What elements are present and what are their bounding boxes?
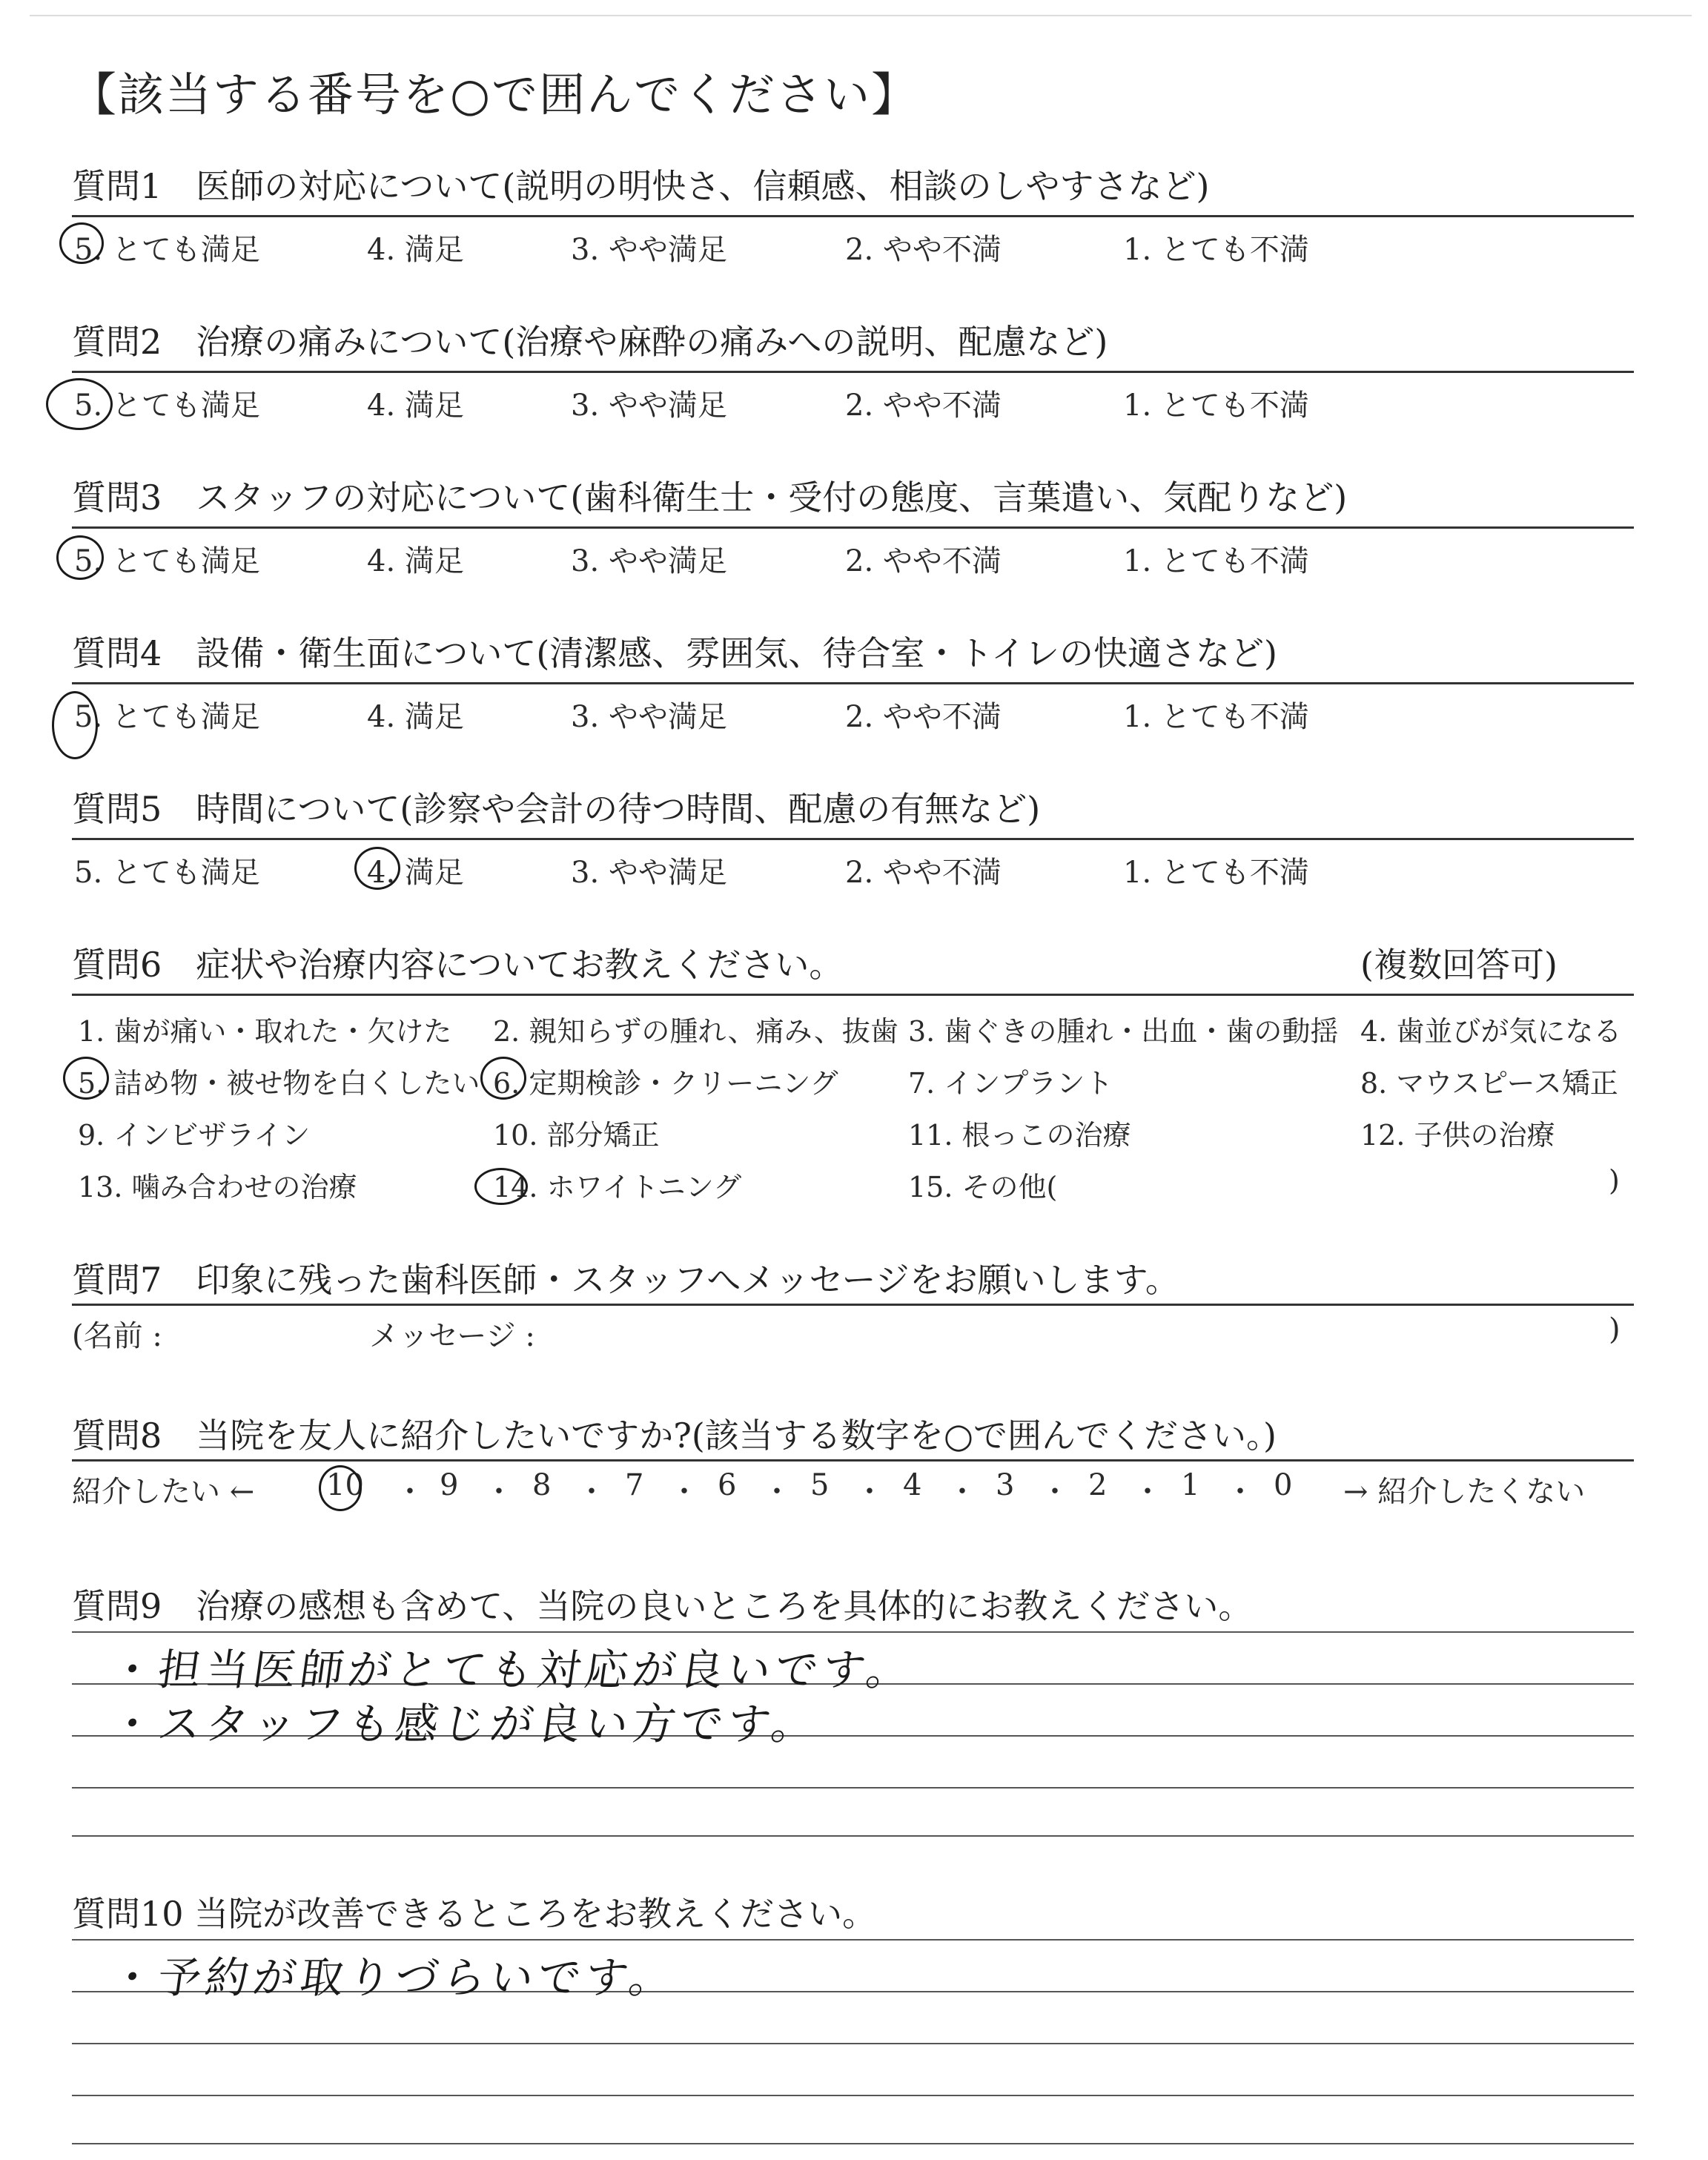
q4-selection-circle [52,691,98,759]
q7-rule [72,1304,1634,1306]
q5-option-4[interactable]: 4. 満足 [367,856,464,890]
q10-answer-line-1: ・予約が取りづらいです。 [107,1952,681,2003]
q2-option-1[interactable]: 1. とても不満 [1123,389,1309,423]
q6-item-10[interactable]: 10. 部分矯正 [493,1119,660,1152]
q5-option-2[interactable]: 2. やや不満 [845,856,1002,890]
q4-option-3[interactable]: 3. やや満足 [571,700,727,734]
q10-line [72,2143,1634,2144]
q8-score-9[interactable]: 9 [440,1468,459,1502]
q9-answer-line-1: ・担当医師がとても対応が良いです。 [107,1645,918,1695]
q8-separator: ・ [1040,1475,1070,1509]
q10-line [72,1939,1634,1941]
q6-item-12[interactable]: 12. 子供の治療 [1360,1119,1555,1152]
q6-item-3[interactable]: 3. 歯ぐきの腫れ・出血・歯の動揺 [908,1015,1339,1048]
q1-option-3[interactable]: 3. やや満足 [571,233,727,267]
q2-option-2[interactable]: 2. やや不満 [845,389,1002,423]
q3-option-5[interactable]: 5. とても満足 [74,544,260,578]
q6-item-1[interactable]: 1. 歯が痛い・取れた・欠けた [78,1015,452,1048]
q1-option-5[interactable]: 5. とても満足 [74,233,260,267]
q8-selection-circle [319,1465,362,1511]
q4-option-4[interactable]: 4. 満足 [367,700,464,734]
q8-separator: ・ [762,1475,792,1509]
q8-score-4[interactable]: 4 [903,1468,922,1502]
q8-score-1[interactable]: 1 [1181,1468,1200,1502]
q8-score-2[interactable]: 2 [1088,1468,1108,1502]
q1-option-4[interactable]: 4. 満足 [367,233,464,267]
q1-option-2[interactable]: 2. やや不満 [845,233,1002,267]
q6-title: 質問6 症状や治療内容についてお教えください。 [72,945,844,985]
q8-rule [72,1459,1634,1462]
q5-option-1[interactable]: 1. とても不満 [1123,856,1309,890]
q8-score-7[interactable]: 7 [625,1468,644,1502]
q7-message-label: メッセージ : [369,1319,535,1353]
q5-selection-circle [354,847,400,890]
q6-item-14[interactable]: 14. ホワイトニング [493,1171,742,1203]
q3-selection-circle [56,535,104,580]
q8-score-5[interactable]: 5 [810,1468,830,1502]
q8-left-label: 紹介したい ← [72,1475,255,1509]
q4-rule [72,682,1634,684]
q6-item-5[interactable]: 5. 詰め物・被せ物を白くしたい [78,1067,480,1100]
q8-score-6[interactable]: 6 [718,1468,737,1502]
q8-separator: ・ [855,1475,884,1509]
q8-right-label: → 紹介したくない [1343,1475,1586,1509]
q10-line [72,2095,1634,2096]
q6-item-2[interactable]: 2. 親知らずの腫れ、痛み、抜歯 [493,1015,898,1048]
q10-line [72,2043,1634,2044]
q3-option-1[interactable]: 1. とても不満 [1123,544,1309,578]
q8-title: 質問8 当院を友人に紹介したいですか?(該当する数字を○で囲んでください。) [72,1416,1277,1456]
q9-answer-line-2: ・スタッフも感じが良い方です。 [107,1699,823,1749]
q2-selection-circle [46,378,113,430]
q1-selection-circle [59,222,104,264]
top-border [30,15,1692,16]
q1-title: 質問1 医師の対応について(説明の明快さ、信頼感、相談のしやすさなど) [72,166,1210,206]
q6-item-13[interactable]: 13. 噛み合わせの治療 [78,1171,357,1203]
q4-option-1[interactable]: 1. とても不満 [1123,700,1309,734]
q5-rule [72,838,1634,840]
q9-line [72,1787,1634,1789]
q8-separator: ・ [395,1475,425,1509]
q6-selection-circle-5 [63,1057,109,1100]
q6-item-15-close-paren: ) [1609,1164,1620,1197]
q6-multiple-note: (複数回答可) [1360,945,1558,985]
q4-option-2[interactable]: 2. やや不満 [845,700,1002,734]
q9-line [72,1631,1634,1633]
q1-rule [72,215,1634,217]
q2-rule [72,371,1634,373]
q8-separator: ・ [669,1475,699,1509]
q1-option-1[interactable]: 1. とても不満 [1123,233,1309,267]
q3-rule [72,526,1634,529]
q7-close-paren: ) [1609,1312,1621,1347]
q3-option-4[interactable]: 4. 満足 [367,544,464,578]
q3-option-3[interactable]: 3. やや満足 [571,544,727,578]
q8-score-3[interactable]: 3 [996,1468,1015,1502]
q9-title: 質問9 治療の感想も含めて、当院の良いところを具体的にお教えください。 [72,1586,1253,1626]
q8-separator: ・ [577,1475,606,1509]
q6-item-15[interactable]: 15. その他( [908,1171,1058,1203]
q3-option-2[interactable]: 2. やや不満 [845,544,1002,578]
q8-separator: ・ [1225,1475,1255,1509]
q5-title: 質問5 時間について(診察や会計の待つ時間、配慮の有無など) [72,789,1041,829]
q2-title: 質問2 治療の痛みについて(治療や麻酔の痛みへの説明、配慮など) [72,322,1108,362]
q6-selection-circle-6 [480,1057,526,1100]
q7-name-label: (名前 : [72,1319,162,1353]
q2-option-5[interactable]: 5. とても満足 [74,389,260,423]
q9-line [72,1835,1634,1837]
q2-option-4[interactable]: 4. 満足 [367,389,464,423]
q6-item-4[interactable]: 4. 歯並びが気になる [1360,1015,1622,1048]
q5-option-5[interactable]: 5. とても満足 [74,856,260,890]
q3-title: 質問3 スタッフの対応について(歯科衛生士・受付の態度、言葉遣い、気配りなど) [72,478,1348,518]
q5-option-3[interactable]: 3. やや満足 [571,856,727,890]
q8-score-8[interactable]: 8 [532,1468,552,1502]
q4-title: 質問4 設備・衛生面について(清潔感、雰囲気、待合室・トイレの快適さなど) [72,633,1277,673]
q6-item-7[interactable]: 7. インプラント [908,1067,1113,1100]
q4-option-5[interactable]: 5. とても満足 [74,700,260,734]
q10-title: 質問10 当院が改善できるところをお教えください。 [72,1894,877,1934]
q8-score-10[interactable]: 10 [326,1468,364,1502]
q6-item-6[interactable]: 6. 定期検診・クリーニング [493,1067,838,1100]
q6-item-11[interactable]: 11. 根っこの治療 [908,1119,1131,1152]
q6-item-8[interactable]: 8. マウスピース矯正 [1360,1067,1618,1100]
q6-item-9[interactable]: 9. インビザライン [78,1119,311,1152]
q8-separator: ・ [484,1475,514,1509]
q6-selection-circle-14 [474,1168,528,1205]
q8-separator: ・ [947,1475,977,1509]
q8-score-0[interactable]: 0 [1274,1468,1293,1502]
q7-title: 質問7 印象に残った歯科医師・スタッフへメッセージをお願いします。 [72,1260,1179,1300]
q8-separator: ・ [1133,1475,1162,1509]
q2-option-3[interactable]: 3. やや満足 [571,389,727,423]
page-title: 【該当する番号を○で囲んでください】 [70,67,919,122]
q6-rule [72,994,1634,996]
